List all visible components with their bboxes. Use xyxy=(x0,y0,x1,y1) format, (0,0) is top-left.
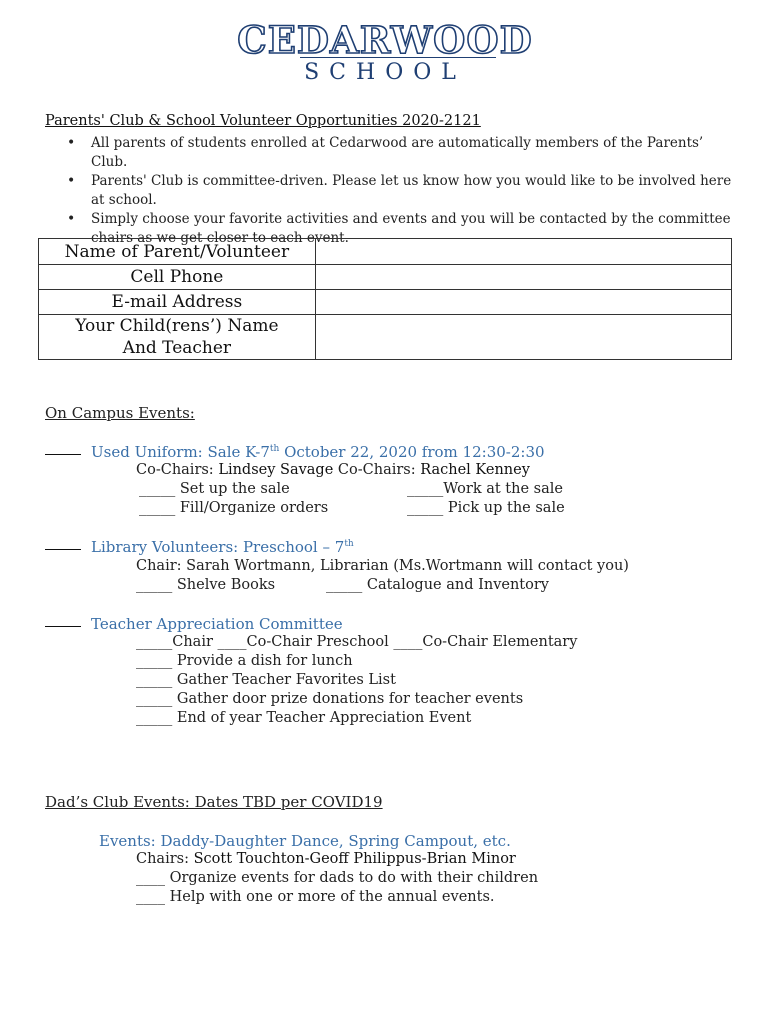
volunteer-info-table xyxy=(38,238,732,360)
teacher-task[interactable]: _____ Gather door prize donations for teacher events xyxy=(136,691,524,707)
chairs-names: Scott Touchton-Geoff Philippus-Brian Minor xyxy=(193,851,516,867)
teacher-appreciation-title xyxy=(45,615,343,633)
child-teacher-label xyxy=(39,315,316,360)
cochairs-label: Co-Chairs: xyxy=(136,462,219,478)
teacher-task[interactable]: _____ Gather Teacher Favorites List xyxy=(136,672,396,688)
cochair-name: Lindsey Savage xyxy=(218,462,334,478)
logo-divider xyxy=(300,57,496,58)
cochair-name: Rachel Kenney xyxy=(420,462,530,478)
teacher-task[interactable]: _____Chair ____Co-Chair Preschool ____Co-Chair Elementary xyxy=(136,634,578,650)
used-uniform-checkbox-blank[interactable] xyxy=(45,454,81,455)
chairs-label: Chairs: xyxy=(136,851,194,867)
cell-phone-label: Cell Phone xyxy=(39,265,316,290)
cell-phone-field[interactable] xyxy=(315,265,731,290)
school-logo-subtitle: SCHOOL xyxy=(304,60,466,85)
dads-club-label: Dad’s Club Events: Dates TBD per COVID19 xyxy=(45,793,383,811)
task-pickup-sale[interactable]: _____ Pick up the sale xyxy=(407,500,565,516)
library-checkbox-blank[interactable] xyxy=(45,549,81,550)
school-logo-name: CEDARWOOD xyxy=(237,18,533,62)
name-field[interactable] xyxy=(315,239,731,265)
used-uniform-title-sup: th xyxy=(269,444,280,454)
library-title-text: Library Volunteers: Preschool – 7 xyxy=(91,538,345,556)
page-heading: Parents' Club & School Volunteer Opportunities 2020-2121 xyxy=(45,113,481,129)
teacher-checkbox-blank[interactable] xyxy=(45,626,81,627)
bullet-item: • All parents of students enrolled at Cedarwood are automatically members of the Parents’ Club. xyxy=(67,134,737,172)
task-fill-orders[interactable]: _____ Fill/Organize orders xyxy=(139,500,329,516)
dads-task[interactable]: ____ Help with one or more of the annual events. xyxy=(136,889,495,905)
child-name-label: Your Child(rens’) Name xyxy=(75,316,279,336)
teacher-task[interactable]: _____ End of year Teacher Appreciation Event xyxy=(136,710,472,726)
on-campus-label: On Campus Events: xyxy=(45,404,195,422)
dads-club-events-title: Events: Daddy-Daughter Dance, Spring Campout, etc. xyxy=(99,832,511,850)
used-uniform-date: October 22, 2020 from 12:30-2:30 xyxy=(279,443,545,461)
used-uniform-cochairs xyxy=(136,462,530,478)
email-field[interactable] xyxy=(315,290,731,315)
bullet-item: • Parents' Club is committee-driven. Please let us know how you would like to be involved here at school. xyxy=(67,172,737,210)
used-uniform-title-text: Used Uniform: Sale K-7 xyxy=(91,443,270,461)
dads-task[interactable]: ____ Organize events for dads to do with their children xyxy=(136,870,539,886)
child-teacher-field[interactable] xyxy=(315,315,731,360)
email-label: E-mail Address xyxy=(39,290,316,315)
used-uniform-title xyxy=(45,443,545,461)
intro-bullets xyxy=(67,134,737,248)
teacher-label: And Teacher xyxy=(122,338,232,358)
dads-club-chairs xyxy=(136,851,516,867)
task-work-sale[interactable]: _____Work at the sale xyxy=(407,481,563,497)
cochairs-label: Co-Chairs: xyxy=(333,462,421,478)
library-title xyxy=(45,538,354,556)
name-label: Name of Parent/Volunteer xyxy=(39,239,316,265)
task-shelve-books[interactable]: _____ Shelve Books xyxy=(136,577,276,593)
task-catalogue[interactable]: _____ Catalogue and Inventory xyxy=(326,577,549,593)
bullet-item: • Simply choose your favorite activities and events and you will be contacted by the committee chairs as we get closer to each event. xyxy=(67,210,737,248)
library-chair: Chair: Sarah Wortmann, Librarian (Ms.Wortmann will contact you) xyxy=(136,558,629,574)
task-setup-sale[interactable]: _____ Set up the sale xyxy=(139,481,290,497)
teacher-title-text: Teacher Appreciation Committee xyxy=(91,615,343,633)
teacher-task[interactable]: _____ Provide a dish for lunch xyxy=(136,653,353,669)
library-title-sup: th xyxy=(344,539,354,549)
